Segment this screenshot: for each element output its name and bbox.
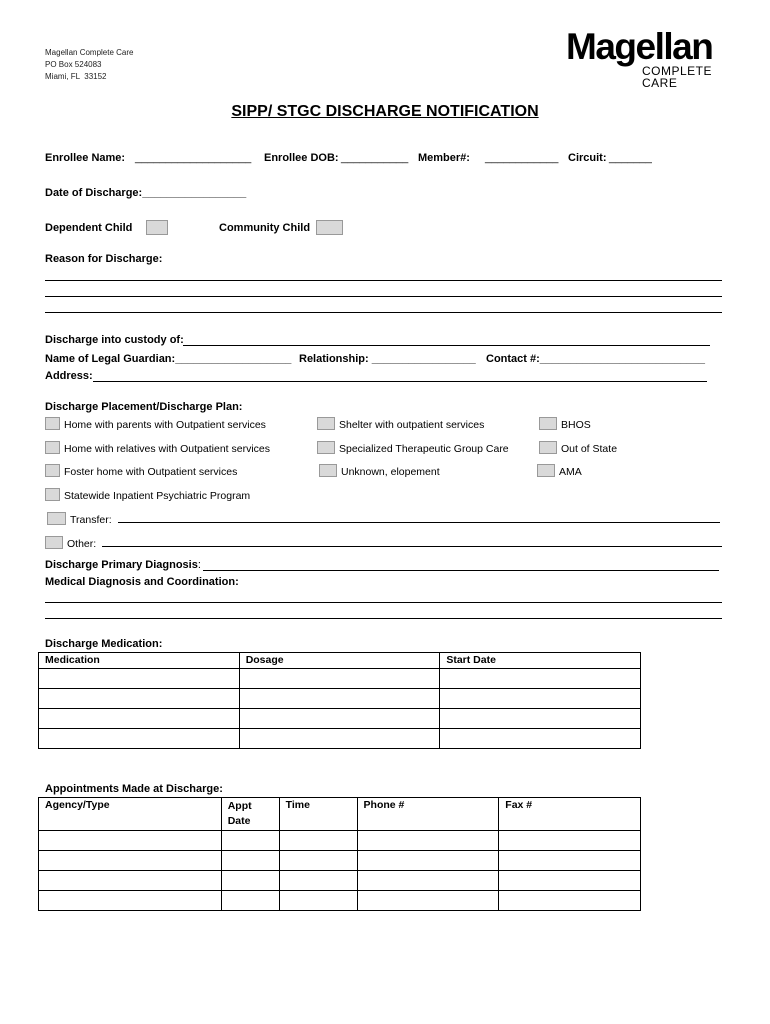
date-of-discharge-field[interactable]: Date of Discharge:_________________ [45, 187, 247, 199]
table-cell[interactable] [39, 709, 240, 729]
table-cell[interactable] [499, 891, 641, 911]
checkbox[interactable] [45, 441, 60, 454]
org-address-line3: Miami, FL 33152 [45, 72, 107, 81]
transfer-option[interactable] [47, 512, 112, 526]
dependent-child-checkbox[interactable] [146, 220, 168, 235]
other-label: Other: [67, 538, 97, 550]
table-header-row [39, 653, 641, 669]
table-cell[interactable] [279, 891, 357, 911]
checkbox[interactable] [539, 417, 557, 430]
column-header: Medication [39, 653, 240, 669]
table-cell[interactable] [221, 891, 279, 911]
table-cell[interactable] [39, 871, 222, 891]
reason-line-1[interactable] [45, 280, 722, 281]
table-cell[interactable] [357, 831, 499, 851]
table-cell[interactable] [239, 729, 440, 749]
placement-option-3[interactable] [539, 417, 591, 431]
option-label: Statewide Inpatient Psychiatric Program [64, 490, 251, 502]
checkbox[interactable] [319, 464, 337, 477]
medical-diagnosis-line-1[interactable] [45, 602, 722, 603]
address-field[interactable] [93, 381, 707, 382]
medication-table [38, 652, 641, 749]
medical-diagnosis-label: Medical Diagnosis and Coordination: [45, 576, 239, 588]
placement-option-7[interactable] [45, 464, 237, 478]
table-row [39, 729, 641, 749]
table-cell[interactable] [279, 851, 357, 871]
table-cell[interactable] [39, 729, 240, 749]
checkbox[interactable] [317, 417, 335, 430]
custody-field[interactable] [183, 345, 710, 346]
transfer-checkbox[interactable] [47, 512, 66, 525]
table-row [39, 831, 641, 851]
checkbox[interactable] [45, 488, 60, 501]
relationship-field[interactable]: Relationship: _________________ [299, 353, 476, 365]
table-cell[interactable] [39, 689, 240, 709]
table-row [39, 669, 641, 689]
legal-guardian-field[interactable]: Name of Legal Guardian:___________________ [45, 353, 292, 365]
checkbox[interactable] [45, 464, 60, 477]
primary-diagnosis-colon: : [197, 559, 201, 571]
other-field[interactable] [102, 546, 722, 547]
option-label: Foster home with Outpatient services [64, 466, 238, 478]
table-cell[interactable] [499, 851, 641, 871]
option-label: Home with parents with Outpatient services [64, 419, 266, 431]
column-header: Dosage [239, 653, 440, 669]
table-row [39, 689, 641, 709]
placement-option-10[interactable] [45, 488, 250, 502]
column-header: Phone # [357, 798, 499, 831]
reason-for-discharge-label: Reason for Discharge: [45, 253, 163, 265]
dependent-child-label: Dependent Child [45, 222, 133, 234]
checkbox[interactable] [537, 464, 555, 477]
placement-option-8[interactable] [319, 464, 440, 478]
circuit-field[interactable]: _______ [609, 152, 652, 164]
member-label: Member#: [418, 152, 470, 164]
table-cell[interactable] [357, 891, 499, 911]
table-cell[interactable] [279, 871, 357, 891]
table-cell[interactable] [440, 709, 641, 729]
option-label: Specialized Therapeutic Group Care [339, 443, 509, 455]
logo-sub-text: COMPLETE CARE [642, 64, 713, 90]
magellan-logo [566, 26, 736, 90]
other-checkbox[interactable] [45, 536, 63, 549]
option-label: Home with relatives with Outpatient services [64, 443, 270, 455]
table-cell[interactable] [239, 709, 440, 729]
column-header: Time [279, 798, 357, 831]
placement-option-2[interactable] [317, 417, 484, 431]
placement-option-4[interactable] [45, 441, 270, 455]
logo-main-text: Magellan [566, 26, 713, 67]
community-child-checkbox[interactable] [316, 220, 343, 235]
placement-option-9[interactable] [537, 464, 582, 478]
table-cell[interactable] [221, 831, 279, 851]
option-label: Shelter with outpatient services [339, 419, 485, 431]
other-option[interactable] [45, 536, 96, 550]
column-header: Agency/Type [39, 798, 222, 831]
primary-diagnosis-text: Discharge Primary Diagnosis [45, 559, 198, 571]
transfer-label: Transfer: [70, 514, 112, 526]
enrollee-name-field[interactable]: ___________________ [135, 152, 252, 164]
table-cell[interactable] [239, 689, 440, 709]
address-label: Address: [45, 370, 93, 382]
table-row [39, 871, 641, 891]
community-child-label: Community Child [219, 222, 311, 234]
option-label: Unknown, elopement [341, 466, 440, 478]
table-row [39, 891, 641, 911]
appointments-table [38, 797, 641, 911]
table-cell[interactable] [357, 871, 499, 891]
member-field[interactable]: ____________ [485, 152, 559, 164]
table-header-row [39, 798, 641, 831]
placement-option-5[interactable] [317, 441, 509, 455]
column-header: Appt Date [221, 798, 279, 831]
org-address-line2: PO Box 524083 [45, 60, 102, 69]
page-title: SIPP/ STGC DISCHARGE NOTIFICATION [231, 103, 539, 120]
placement-option-6[interactable] [539, 441, 617, 455]
enrollee-dob-label: Enrollee DOB: [264, 152, 339, 164]
table-cell[interactable] [440, 729, 641, 749]
table-cell[interactable] [499, 831, 641, 851]
checkbox[interactable] [45, 417, 60, 430]
reason-line-2[interactable] [45, 296, 722, 297]
enrollee-name-label: Enrollee Name: [45, 152, 126, 164]
table-cell[interactable] [39, 891, 222, 911]
medication-heading: Discharge Medication: [45, 638, 163, 650]
table-cell[interactable] [440, 669, 641, 689]
column-header: Fax # [499, 798, 641, 831]
table-cell[interactable] [39, 851, 222, 871]
option-label: Out of State [561, 443, 618, 455]
table-cell[interactable] [440, 689, 641, 709]
table-cell[interactable] [357, 851, 499, 871]
placement-heading: Discharge Placement/Discharge Plan: [45, 401, 243, 413]
table-cell[interactable] [221, 871, 279, 891]
option-label: BHOS [561, 419, 591, 431]
checkbox[interactable] [539, 441, 557, 454]
column-header: Start Date [440, 653, 641, 669]
table-cell[interactable] [499, 871, 641, 891]
transfer-field[interactable] [118, 522, 720, 523]
table-cell[interactable] [221, 851, 279, 871]
contact-field[interactable]: Contact #:___________________________ [486, 353, 705, 365]
placement-option-1[interactable] [45, 417, 266, 431]
circuit-label: Circuit: [568, 152, 607, 164]
table-cell[interactable] [39, 669, 240, 689]
table-cell[interactable] [239, 669, 440, 689]
primary-diagnosis-field[interactable] [203, 570, 719, 571]
checkbox[interactable] [317, 441, 335, 454]
table-row [39, 709, 641, 729]
appointments-heading: Appointments Made at Discharge: [45, 783, 223, 795]
enrollee-dob-field[interactable]: ___________ [341, 152, 409, 164]
table-row [39, 851, 641, 871]
primary-diagnosis-label [45, 559, 201, 571]
org-address-line1: Magellan Complete Care [45, 48, 134, 57]
option-label: AMA [559, 466, 582, 478]
table-cell[interactable] [279, 831, 357, 851]
table-cell[interactable] [39, 831, 222, 851]
medical-diagnosis-line-2[interactable] [45, 618, 722, 619]
custody-label: Discharge into custody of: [45, 334, 184, 346]
reason-line-3[interactable] [45, 312, 722, 313]
